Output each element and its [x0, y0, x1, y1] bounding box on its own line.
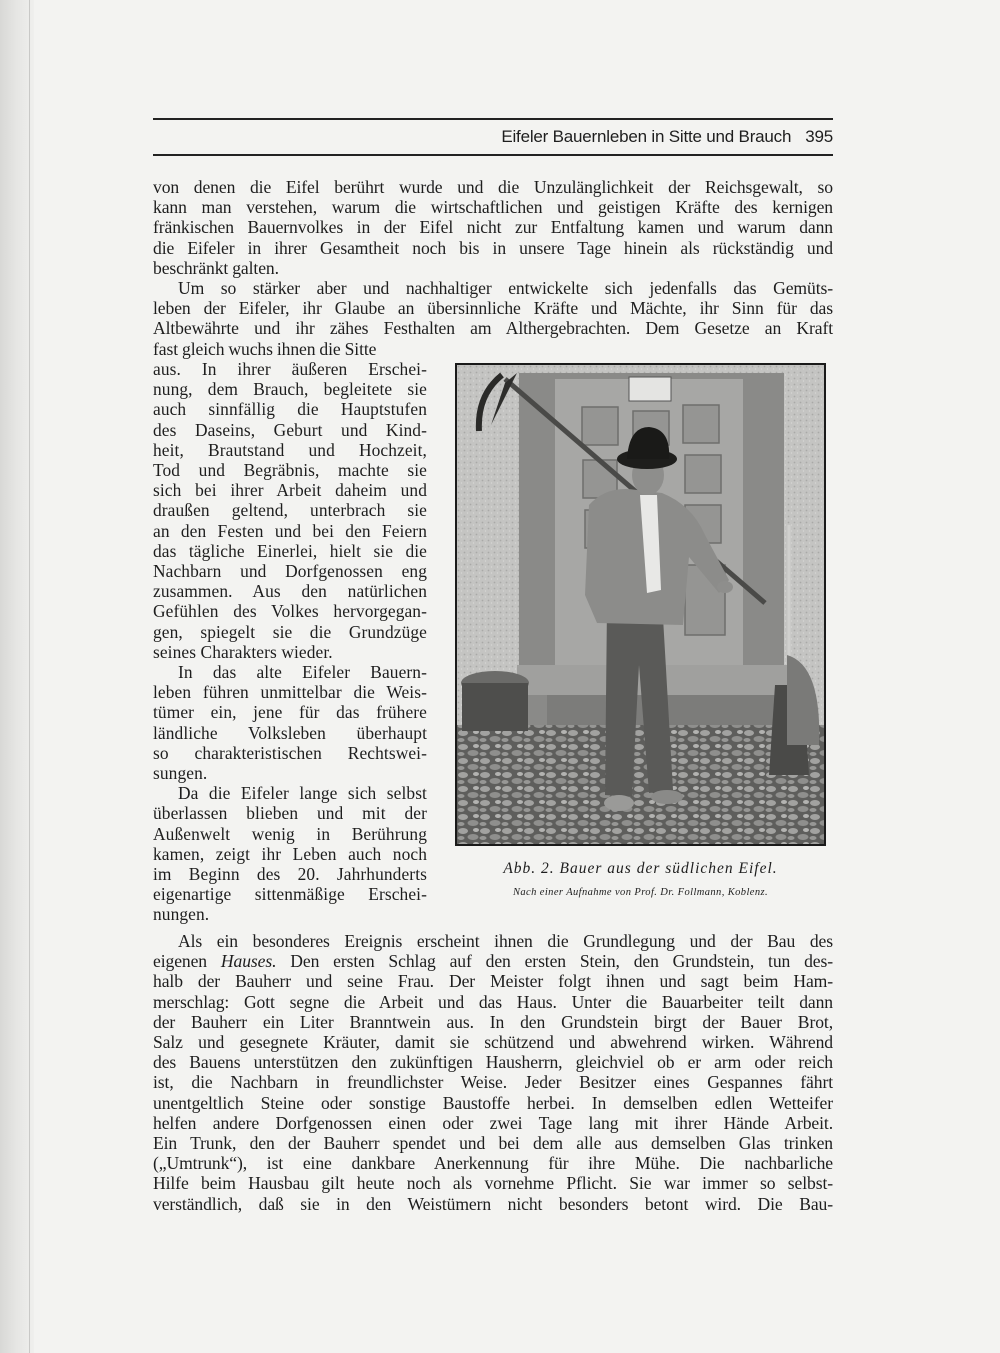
text-line: leben führen unmittelbar die Weis-	[153, 682, 427, 703]
text-line: fränkischen Bauernvolkes in der Eifel nicht zur Entfaltung kamen und warum dann	[153, 217, 833, 238]
text-line: im Beginn des 20. Jahrhunderts	[153, 864, 427, 885]
text-line: Nachbarn und Dorfgenossen eng	[153, 561, 427, 582]
text-line: verständlich, daß sie in den Weistümern nicht besonders betont wird. Die Bau-	[153, 1193, 833, 1214]
text-line: das tägliche Einerlei, hielt sie die	[153, 540, 427, 561]
text-line: Gefühlen des Volkes hervorgegan-	[153, 601, 427, 622]
text-line: kamen, zeigt ihr Leben auch noch	[153, 843, 427, 864]
figure-caption: Abb. 2. Bauer aus der südlichen Eifel.	[503, 860, 778, 877]
text-line: Hilfe beim Hausbau gilt heute noch als vornehme Pflicht. Sie war immer so selbst-	[153, 1173, 833, 1194]
text-line: eigenartige sittenmäßige Erschei-	[153, 884, 427, 905]
text-line: unentgeltlich Steine oder sonstige Baustoffe herbei. In demselben edlen Wetteifer	[153, 1092, 833, 1113]
text-line: heit, Brautstand und Hochzeit,	[153, 439, 427, 460]
text-line: an den Festen und bei den Feiern	[153, 520, 427, 541]
text-line: kann man verstehen, warum die wirtschaftlichen und geistigen Kräfte des kernigen	[153, 197, 833, 218]
text-line: gen, spiegelt sie die Grundzüge	[153, 621, 427, 642]
body-text-bottom	[153, 931, 833, 1214]
text-line: fast gleich wuchs ihnen die Sitte	[153, 338, 377, 359]
text-line: Um so stärker aber und nachhaltiger entwickelte sich jedenfalls das Gemüts-	[178, 278, 833, 299]
text-line: die Eifeler in ihrer Gesamtheit noch bis in unsere Tage hinein als rückständig und	[153, 237, 833, 258]
emphasis-hauses: Hauses.	[220, 951, 277, 972]
text-fragment: Den ersten Schlag auf den ersten Stein, den Grundstein, tun des-	[276, 951, 833, 972]
text-line: ländliche Volksleben überhaupt	[153, 722, 427, 743]
text-line: leben der Eifeler, ihr Glaube an übersinnliche Kräfte und Mächte, ihr Sinn für das	[153, 298, 833, 319]
text-line: Da die Eifeler lange sich selbst	[178, 783, 427, 804]
text-line: aus. In ihrer äußeren Erschei-	[153, 359, 427, 379]
text-line: auch sinnfällig die Hauptstufen	[153, 399, 427, 420]
running-title: Eifeler Bauernleben in Sitte und Brauch	[501, 127, 792, 146]
figure-photo	[455, 363, 826, 846]
body-text-column	[153, 359, 427, 925]
text-line: Tod und Begräbnis, machte sie	[153, 460, 427, 481]
text-line: beschränkt galten.	[153, 257, 279, 278]
text-line: nungen.	[153, 904, 210, 925]
header-rule-top	[153, 118, 833, 120]
text-line: In das alte Eifeler Bauern-	[178, 662, 427, 683]
text-line: seines Charakters wieder.	[153, 641, 333, 662]
peasant-photo-illustration	[457, 365, 824, 844]
text-line: überlassen blieben und mit der	[153, 803, 427, 824]
text-line: sich bei ihrer Arbeit daheim und	[153, 480, 427, 501]
page-number: 395	[805, 127, 833, 146]
gutter-fold-line	[29, 0, 30, 1353]
text-fragment: eigenen	[153, 951, 221, 972]
text-line: des Bauens unterstützen den zukünftigen Hausherrn, gleichviel ob er arm oder reich	[153, 1052, 833, 1073]
text-line: Als ein besonderes Ereignis erscheint ihnen die Grundlegung und der Bau des	[178, 931, 833, 951]
text-line: tümer ein, jene für das frühere	[153, 702, 427, 723]
text-line: Ein Trunk, den der Bauherr spendet und bei dem alle aus demselben Glas trinken	[153, 1133, 833, 1154]
text-line: der Bauherr ein Liter Branntwein aus. In den Grundstein birgt der Bauer Brot,	[153, 1011, 833, 1032]
text-line: draußen geltend, unterbrach sie	[153, 500, 427, 521]
text-line: nung, dem Brauch, begleitete sie	[153, 379, 427, 400]
text-line: Außenwelt wenig in Berührung	[153, 823, 427, 844]
text-line: Salz und gesegnete Kräuter, damit sie schützend und abwehrend wirken. Während	[153, 1032, 833, 1053]
text-line: des Daseins, Geburt und Kind-	[153, 419, 427, 440]
door-sign	[629, 377, 671, 401]
text-line: halb der Bauherr und seine Frau. Der Meister folgt ihnen und sagt beim Ham-	[153, 971, 833, 992]
text-line: helfen andere Dorfgenossen einen oder zwei Tage lang mit ihrer Hände Arbeit.	[153, 1112, 833, 1133]
text-line: zusammen. Aus den natürlichen	[153, 581, 427, 602]
text-line: sungen.	[153, 763, 208, 784]
body-text-top	[153, 177, 833, 359]
text-line: ist, die Nachbarn in freundlichster Weise. Jeder Besitzer eines Gespannes fährt	[153, 1072, 833, 1093]
text-line: Altbewährte und ihr zähes Festhalten am Althergebrachten. Dem Gesetze an Kraft	[153, 318, 833, 339]
text-line	[153, 951, 833, 971]
text-line: („Umtrunk“), ist eine dankbare Anerkennung für ihre Mühe. Die nachbarliche	[153, 1153, 833, 1174]
header-rule-bottom	[153, 154, 833, 156]
figure-credit: Nach einer Aufnahme von Prof. Dr. Follmann, Koblenz.	[513, 887, 768, 898]
text-line: so charakteristischen Rechtswei-	[153, 742, 427, 763]
text-line: merschlag: Gott segne die Arbeit und das Haus. Unter die Bauarbeiter teilt dann	[153, 991, 833, 1012]
text-line: von denen die Eifel berührt wurde und die Unzulänglichkeit der Reichsgewalt, so	[153, 177, 833, 197]
running-header	[501, 127, 833, 147]
